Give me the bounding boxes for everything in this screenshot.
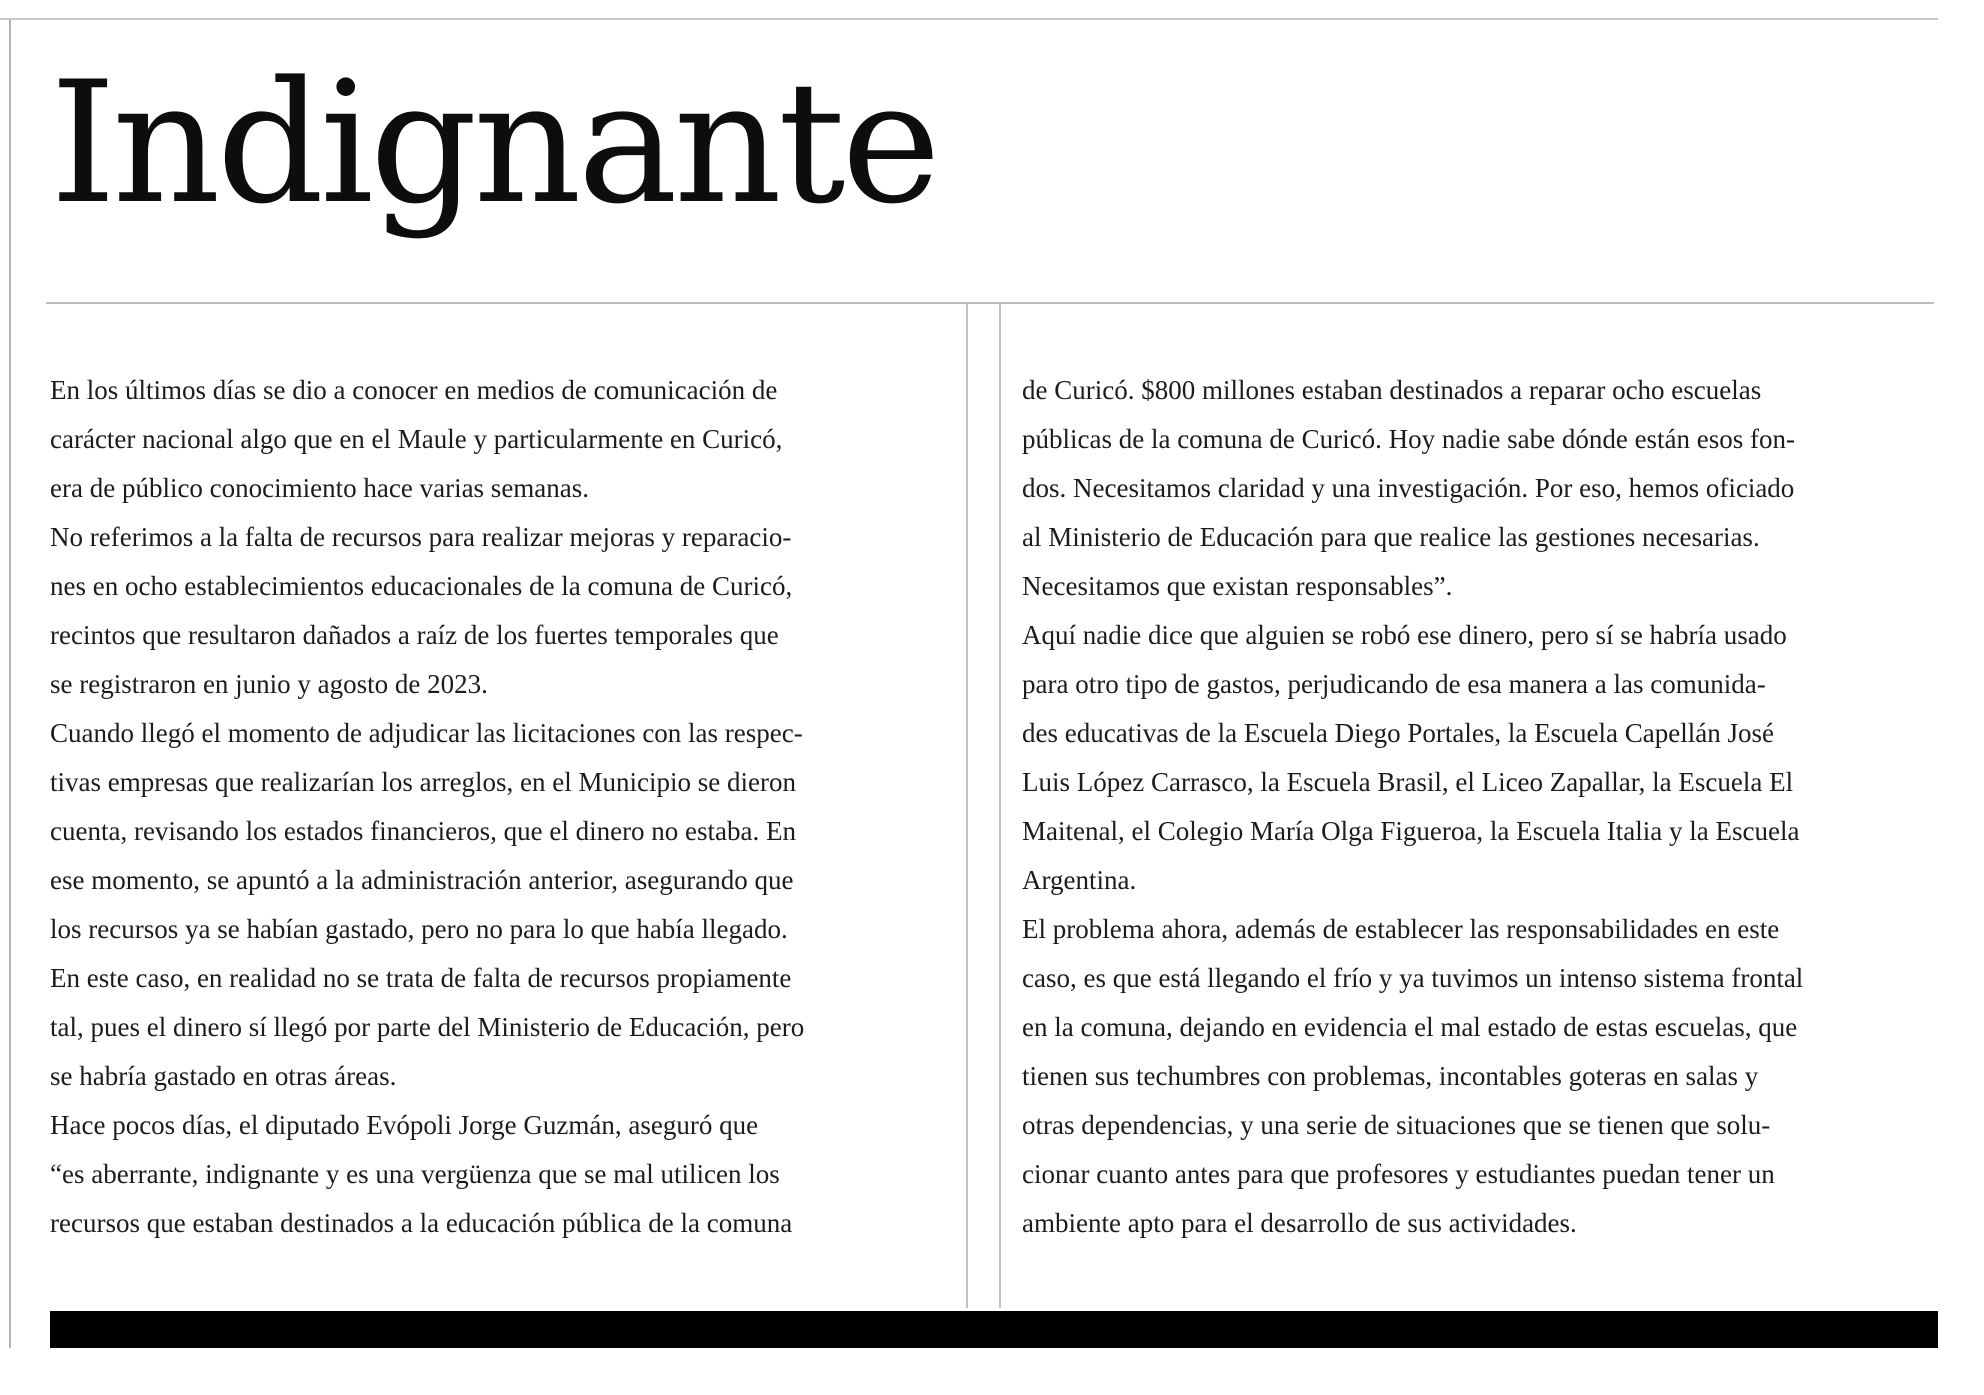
text-line: carácter nacional algo que en el Maule y particularmente en Curicó, bbox=[50, 424, 783, 454]
text-line: En este caso, en realidad no se trata de falta de recursos propiamente bbox=[50, 963, 792, 993]
article-column-right bbox=[1022, 366, 1942, 1248]
text-line: “es aberrante, indignante y es una vergüenza que se mal utilicen los bbox=[50, 1159, 780, 1189]
text-line: dos. Necesitamos claridad y una investigación. Por eso, hemos oficiado bbox=[1022, 473, 1795, 503]
text-line: No referimos a la falta de recursos para realizar mejoras y reparacio- bbox=[50, 522, 792, 552]
text-line: era de público conocimiento hace varias semanas. bbox=[50, 473, 590, 503]
text-line: públicas de la comuna de Curicó. Hoy nadie sabe dónde están esos fon- bbox=[1022, 424, 1796, 454]
text-line: cuenta, revisando los estados financieros, que el dinero no estaba. En bbox=[50, 816, 797, 846]
title-divider bbox=[46, 302, 1934, 304]
text-line: El problema ahora, además de establecer las responsabilidades en este bbox=[1022, 914, 1780, 944]
left-margin-rule bbox=[9, 20, 11, 1348]
column-divider-left bbox=[966, 303, 968, 1308]
text-line: ese momento, se apuntó a la administración anterior, asegurando que bbox=[50, 865, 794, 895]
text-line: Maitenal, el Colegio María Olga Figueroa, la Escuela Italia y la Escuela bbox=[1022, 816, 1800, 846]
text-line: se habría gastado en otras áreas. bbox=[50, 1061, 397, 1091]
text-line: se registraron en junio y agosto de 2023. bbox=[50, 669, 488, 699]
text-line: des educativas de la Escuela Diego Portales, la Escuela Capellán José bbox=[1022, 718, 1774, 748]
article-column-left bbox=[50, 366, 950, 1248]
column-divider-right bbox=[999, 303, 1001, 1308]
text-line: Cuando llegó el momento de adjudicar las licitaciones con las respec- bbox=[50, 718, 803, 748]
text-line: recursos que estaban destinados a la educación pública de la comuna bbox=[50, 1208, 793, 1238]
text-line: En los últimos días se dio a conocer en medios de comunicación de bbox=[50, 375, 778, 405]
text-line: Argentina. bbox=[1022, 865, 1137, 895]
text-line: Necesitamos que existan responsables”. bbox=[1022, 571, 1453, 601]
text-line: nes en ocho establecimientos educacionales de la comuna de Curicó, bbox=[50, 571, 793, 601]
text-line: tal, pues el dinero sí llegó por parte del Ministerio de Educación, pero bbox=[50, 1012, 805, 1042]
text-line: caso, es que está llegando el frío y ya tuvimos un intenso sistema frontal bbox=[1022, 963, 1804, 993]
text-line: Luis López Carrasco, la Escuela Brasil, el Liceo Zapallar, la Escuela El bbox=[1022, 767, 1794, 797]
footer-black-bar bbox=[50, 1311, 1938, 1348]
article-title: Indignante bbox=[50, 45, 937, 241]
text-line: tienen sus techumbres con problemas, incontables goteras en salas y bbox=[1022, 1061, 1759, 1091]
text-line: recintos que resultaron dañados a raíz de los fuertes temporales que bbox=[50, 620, 779, 650]
text-line: Aquí nadie dice que alguien se robó ese dinero, pero sí se habría usado bbox=[1022, 620, 1787, 650]
text-line: para otro tipo de gastos, perjudicando de esa manera a las comunida- bbox=[1022, 669, 1766, 699]
text-line: los recursos ya se habían gastado, pero no para lo que había llegado. bbox=[50, 914, 788, 944]
text-line: en la comuna, dejando en evidencia el mal estado de estas escuelas, que bbox=[1022, 1012, 1798, 1042]
text-line: Hace pocos días, el diputado Evópoli Jorge Guzmán, aseguró que bbox=[50, 1110, 759, 1140]
text-line: al Ministerio de Educación para que realice las gestiones necesarias. bbox=[1022, 522, 1760, 552]
text-line: ambiente apto para el desarrollo de sus actividades. bbox=[1022, 1208, 1577, 1238]
text-line: de Curicó. $800 millones estaban destinados a reparar ocho escuelas bbox=[1022, 375, 1762, 405]
top-rule bbox=[0, 18, 1938, 20]
text-line: tivas empresas que realizarían los arreglos, en el Municipio se dieron bbox=[50, 767, 796, 797]
text-line: cionar cuanto antes para que profesores y estudiantes puedan tener un bbox=[1022, 1159, 1775, 1189]
text-line: otras dependencias, y una serie de situaciones que se tienen que solu- bbox=[1022, 1110, 1771, 1140]
